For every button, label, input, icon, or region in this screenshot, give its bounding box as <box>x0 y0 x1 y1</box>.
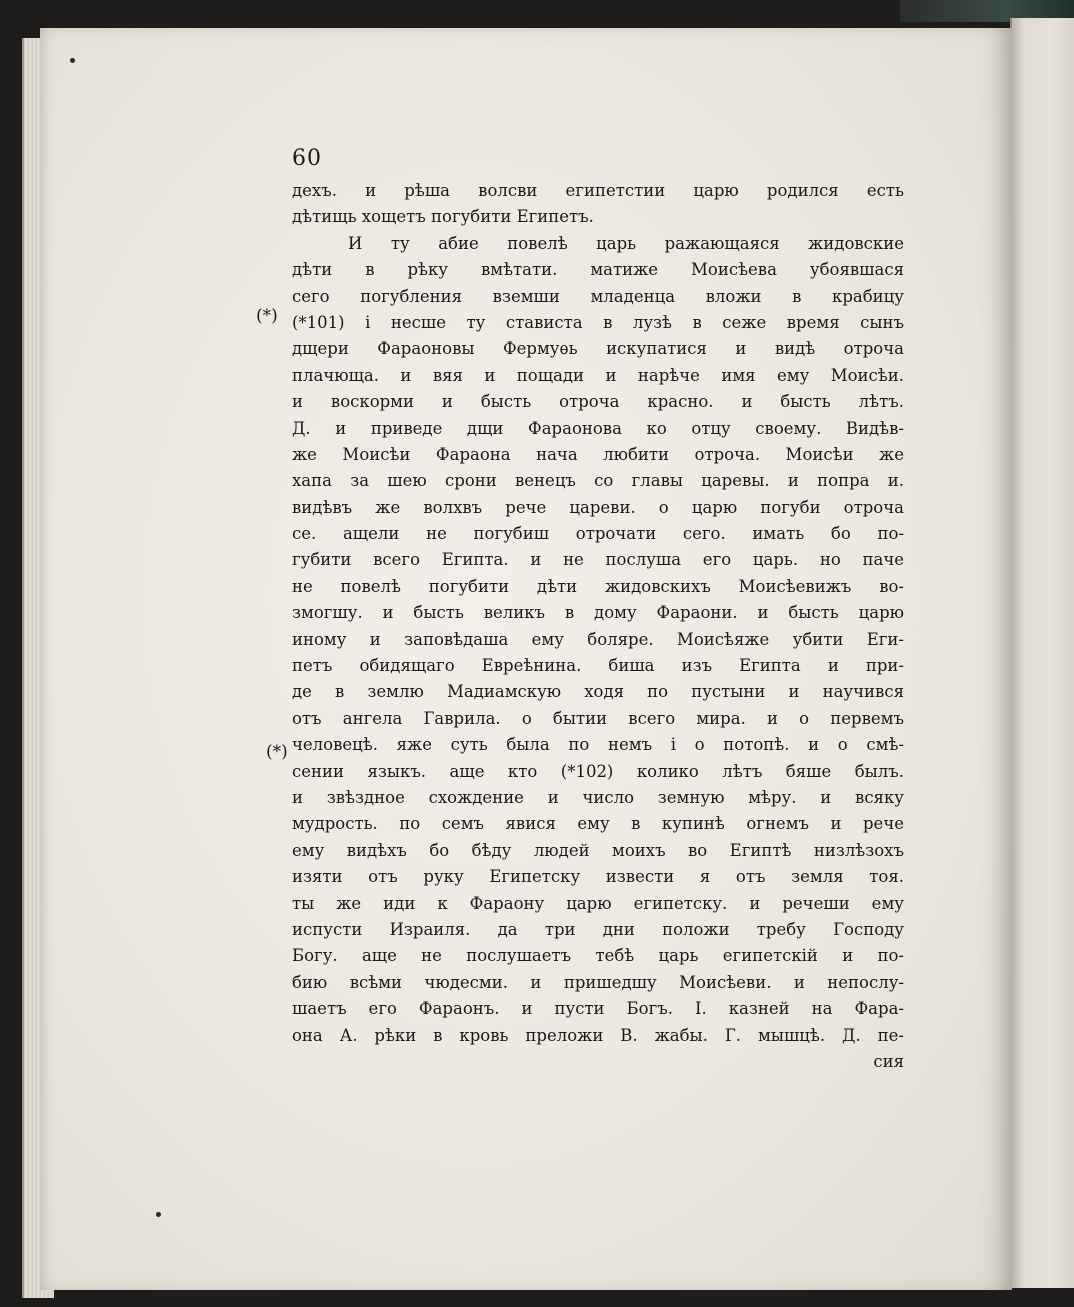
page-speck <box>70 58 75 63</box>
text-line: де в землю Мадиамскую ходя по пустыни и научився <box>292 682 904 702</box>
text-line: И ту абие повелѣ царь ражающаяся жидовские <box>348 233 904 253</box>
text-line: отъ ангела Гаврила. о бытии всего мира. и о первемъ <box>292 708 904 728</box>
text-line: мудрость. по семъ явися ему в купинѣ огнемъ и рече <box>292 814 904 834</box>
text-line: Богу. аще не послушаетъ тебѣ царь египетскій и по- <box>292 946 904 966</box>
text-line: хапа за шею срони венецъ со главы царевы. и попра и. <box>292 471 904 491</box>
text-line: сего погубления вземши младенца вложи в крабицу <box>292 286 904 306</box>
text-line: ему видѣхъ бо бѣду людей моихъ во Египтѣ низлѣзохъ <box>292 840 904 860</box>
text-line: змогшу. и бысть великъ в дому Фараони. и бысть царю <box>292 603 904 623</box>
margin-note: (*) <box>266 742 288 762</box>
text-line: плачюща. и вяя и пощади и нарѣче имя ему Моисѣи. <box>292 365 904 385</box>
page-speck <box>156 1212 161 1217</box>
text-line: изяти отъ руку Египетску извести я отъ земля тоя. <box>292 867 904 887</box>
text-line: не повелѣ погубити дѣти жидовскихъ Моисѣевижъ во- <box>292 576 904 596</box>
text-line: (*101) і несше ту стависта в лузѣ в сеже время сынъ <box>292 312 904 332</box>
text-line: дѣтищь хощетъ погубити Египетъ. <box>292 207 594 227</box>
text-line: губити всего Египта. и не послуша его царь. но паче <box>292 550 904 570</box>
margin-note: (*) <box>256 306 278 326</box>
text-line: шаетъ его Фараонъ. и пусти Богъ. І. казней на Фара- <box>292 999 904 1019</box>
text-line: и звѣздное схождение и число земную мѣру. и всяку <box>292 787 904 807</box>
text-line: она А. рѣки в кровь преложи В. жабы. Г. мышцѣ. Д. пе- <box>292 1025 904 1045</box>
book-page <box>40 28 1012 1290</box>
text-line: сении языкъ. аще кто (*102) колико лѣтъ бяше былъ. <box>292 761 904 781</box>
text-line: дехъ. и рѣша волсви египетстии царю родился есть <box>292 181 904 200</box>
text-line: се. ащели не погубиш отрочати сего. имать бо по- <box>292 524 904 544</box>
text-line: Д. и приведе дщи Фараонова ко отцу своему. Видѣв- <box>292 418 904 438</box>
text-line: дщери Фараоновы Фермуѳь искупатися и видѣ отроча <box>292 339 904 359</box>
text-line: видѣвъ же волхвъ рече цареви. о царю погуби отроча <box>292 497 904 517</box>
catchword: сия <box>873 1051 904 1071</box>
text-line: дѣти в рѣку вмѣтати. матиже Моисѣева убоявшася <box>292 260 904 280</box>
page-number: 60 <box>292 146 322 171</box>
text-line: человецѣ. яже суть была по немъ і о потопѣ. и о смѣ- <box>292 735 904 755</box>
text-line: ты же иди к Фараону царю египетску. и речеши ему <box>292 893 904 913</box>
text-line: иному и заповѣдаша ему боляре. Моисѣяже убити Еги- <box>292 629 904 649</box>
text-line: петъ обидящаго Евреѣнина. биша изъ Египта и при- <box>292 656 904 676</box>
facing-page-edge <box>1010 18 1074 1288</box>
text-line: же Моисѣи Фараона нача любити отроча. Моисѣи же <box>292 444 904 464</box>
text-line: бию всѣми чюдесми. и пришедшу Моисѣеви. и непослу- <box>292 972 904 992</box>
text-line: и воскорми и бысть отроча красно. и бысть лѣтъ. <box>292 392 904 412</box>
text-line: испусти Израиля. да три дни положи требу Господу <box>292 919 904 939</box>
body-text <box>292 178 904 1075</box>
